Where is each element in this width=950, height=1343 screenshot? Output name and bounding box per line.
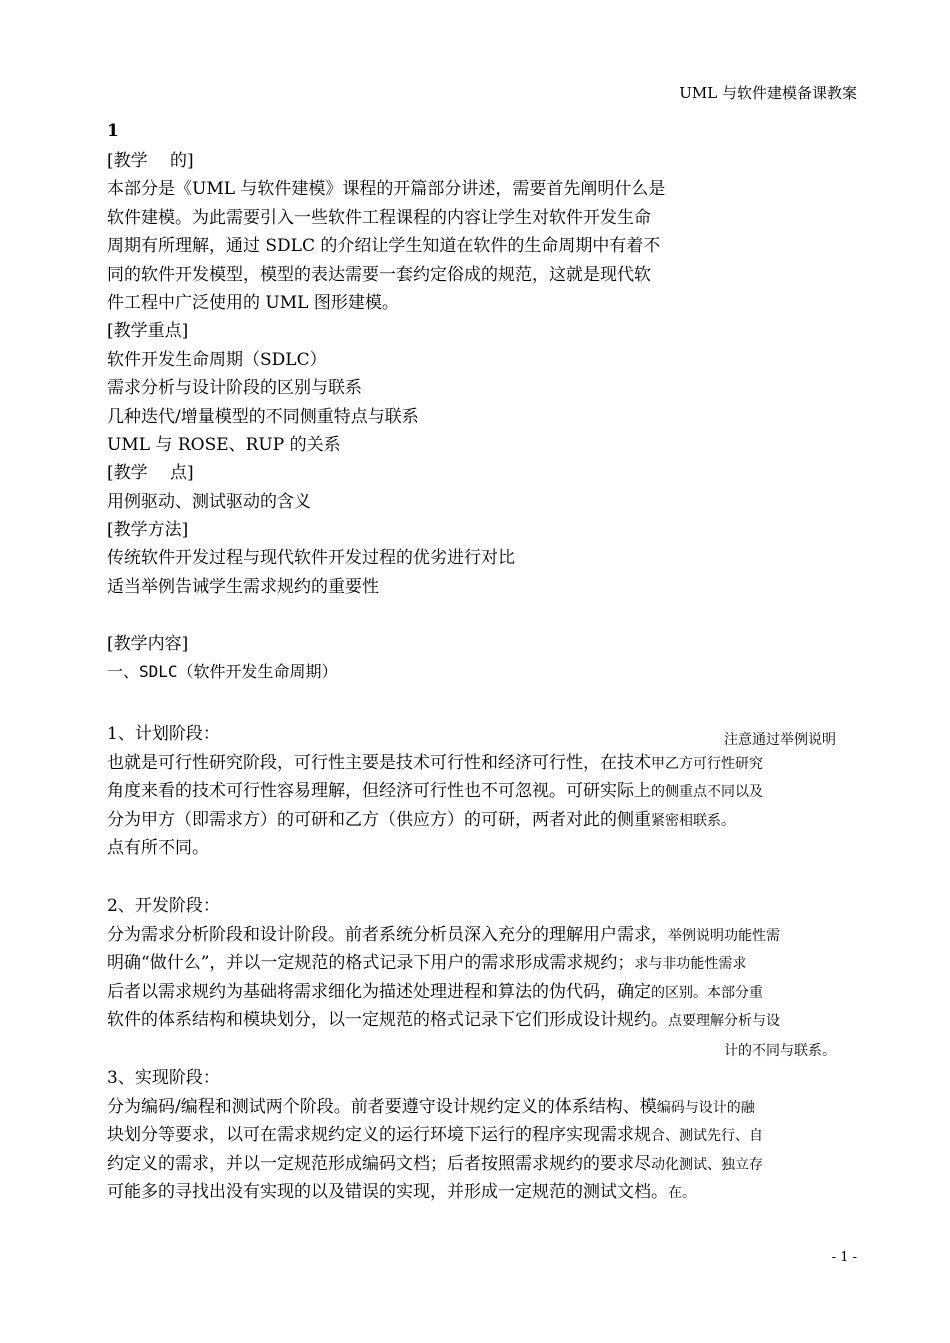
phase-text: 约定义的需求，并以一定规范形成编码文档；后者按照需求规约的要求尽 (107, 1153, 651, 1174)
phase-2-title-row (107, 892, 857, 921)
phase-1-block (107, 720, 857, 863)
phase-text: 可能多的寻找出没有实现的以及错误的实现，并形成一定规范的测试文档。 (107, 1182, 668, 1203)
phase-2-block (107, 892, 857, 1059)
blank-line (107, 601, 747, 629)
side-note: 的区别。本部分重 (651, 984, 763, 1001)
phase-line (107, 777, 857, 806)
phase-line (107, 1006, 857, 1035)
key-point-item: 几种迭代/增量模型的不同侧重特点与联系 (107, 406, 419, 427)
phase-text: 分为需求分析阶段和设计阶段。前者系统分析员深入充分的理解用户需求， (107, 924, 668, 945)
phase-line (107, 749, 857, 778)
phase-text: 点有所不同。 (107, 838, 209, 859)
phase-text: 后者以需求规约为基础将需求细化为描述处理进程和算法的伪代码，确定 (107, 981, 651, 1002)
side-note: 紧密相联系。 (651, 812, 735, 829)
key-point-item: UML 与 ROSE、RUP 的关系 (107, 434, 341, 455)
phase-line (107, 1035, 857, 1059)
phase-1-title-row (107, 720, 857, 749)
page-header: UML 与软件建模备课教案 (679, 84, 857, 102)
difficulty-item: 用例驱动、测试驱动的含义 (107, 491, 311, 512)
key-point-item: 需求分析与设计阶段的区别与联系 (107, 378, 362, 399)
phase-title: 3、实现阶段： (107, 1068, 220, 1088)
phase-text: 明确“做什么”，并以一定规范的格式记录下用户的需求形成需求规约； (107, 953, 635, 974)
side-note: 甲乙方可行性研究 (651, 755, 763, 772)
side-note: 编码与设计的融 (656, 1099, 755, 1116)
goals-line: 本部分是《UML 与软件建模》课程的开篇部分讲述，需要首先阐明什么是 (107, 179, 666, 200)
side-note: 动化测试、独立存 (651, 1156, 763, 1173)
chapter-number: 1 (107, 121, 119, 141)
phase-title: 1、计划阶段： (107, 724, 220, 744)
phase-text: 分为编码/编程和测试两个阶段。前者要遵守设计规约定义的体系结构、模 (107, 1096, 657, 1117)
side-note: 注意通过举例说明 (724, 732, 836, 748)
goals-line: 软件建模。为此需要引入一些软件工程课程的内容让学生对软件开发生命 (107, 207, 651, 228)
side-note: 计的不同与联系。 (724, 1042, 836, 1059)
goals-line: 同的软件开发模型，模型的表达需要一套约定俗成的规范，这就是现代软 (107, 264, 651, 285)
page-number: - 1 - (831, 1250, 857, 1265)
phase-3-block (107, 1064, 857, 1207)
side-note: 合、测试先行、自 (651, 1128, 763, 1145)
phase-line (107, 1150, 857, 1179)
phase-text: 块划分等要求，以可在需求规约定义的运行环境下运行的程序实现需求规 (107, 1125, 651, 1146)
phase-line (107, 1178, 857, 1207)
side-note: 在。 (668, 1185, 696, 1202)
goals-heading: [教学 的] (107, 151, 194, 171)
phase-text: 角度来看的技术可行性容易理解，但经济可行性也不可忽视。可研实际上 (107, 781, 651, 802)
phase-line (107, 834, 857, 863)
key-points-heading: [教学重点] (107, 321, 189, 342)
side-note: 的侧重点不同以及 (651, 784, 763, 801)
side-note: 举例说明功能性需 (668, 927, 780, 944)
phase-title: 2、开发阶段： (107, 896, 220, 916)
methods-heading: [教学方法] (107, 520, 189, 541)
goals-line: 件工程中广泛使用的 UML 图形建模。 (107, 292, 399, 313)
key-point-item: 软件开发生命周期（SDLC） (107, 349, 327, 370)
phase-line (107, 978, 857, 1007)
difficulties-heading: [教学 点] (107, 463, 194, 484)
method-item: 传统软件开发过程与现代软件开发过程的优劣进行对比 (107, 548, 515, 569)
section-title: 一、SDLC（软件开发生命周期） (107, 662, 338, 682)
content-heading: [教学内容] (107, 633, 189, 654)
phase-line (107, 806, 857, 835)
phase-text: 软件的体系结构和模块划分，以一定规范的格式记录下它们形成设计规约。 (107, 1010, 668, 1031)
phase-line (107, 921, 857, 950)
phase-line (107, 949, 857, 978)
goals-line: 周期有所理解，通过 SDLC 的介绍让学生知道在软件的生命周期中有着不 (107, 236, 661, 257)
phase-text: 分为甲方（即需求方）的可研和乙方（供应方）的可研，两者对此的侧重 (107, 809, 651, 830)
phase-line (107, 1121, 857, 1150)
side-note: 求与非功能性需求 (634, 956, 747, 973)
phase-3-title-row (107, 1064, 857, 1093)
intro-sections (107, 147, 747, 686)
phase-line (107, 1093, 857, 1122)
method-item: 适当举例告诫学生需求规约的重要性 (107, 576, 379, 597)
side-note: 点要理解分析与设 (668, 1013, 780, 1030)
phase-text: 也就是可行性研究阶段，可行性主要是技术可行性和经济可行性，在技术 (107, 752, 651, 773)
